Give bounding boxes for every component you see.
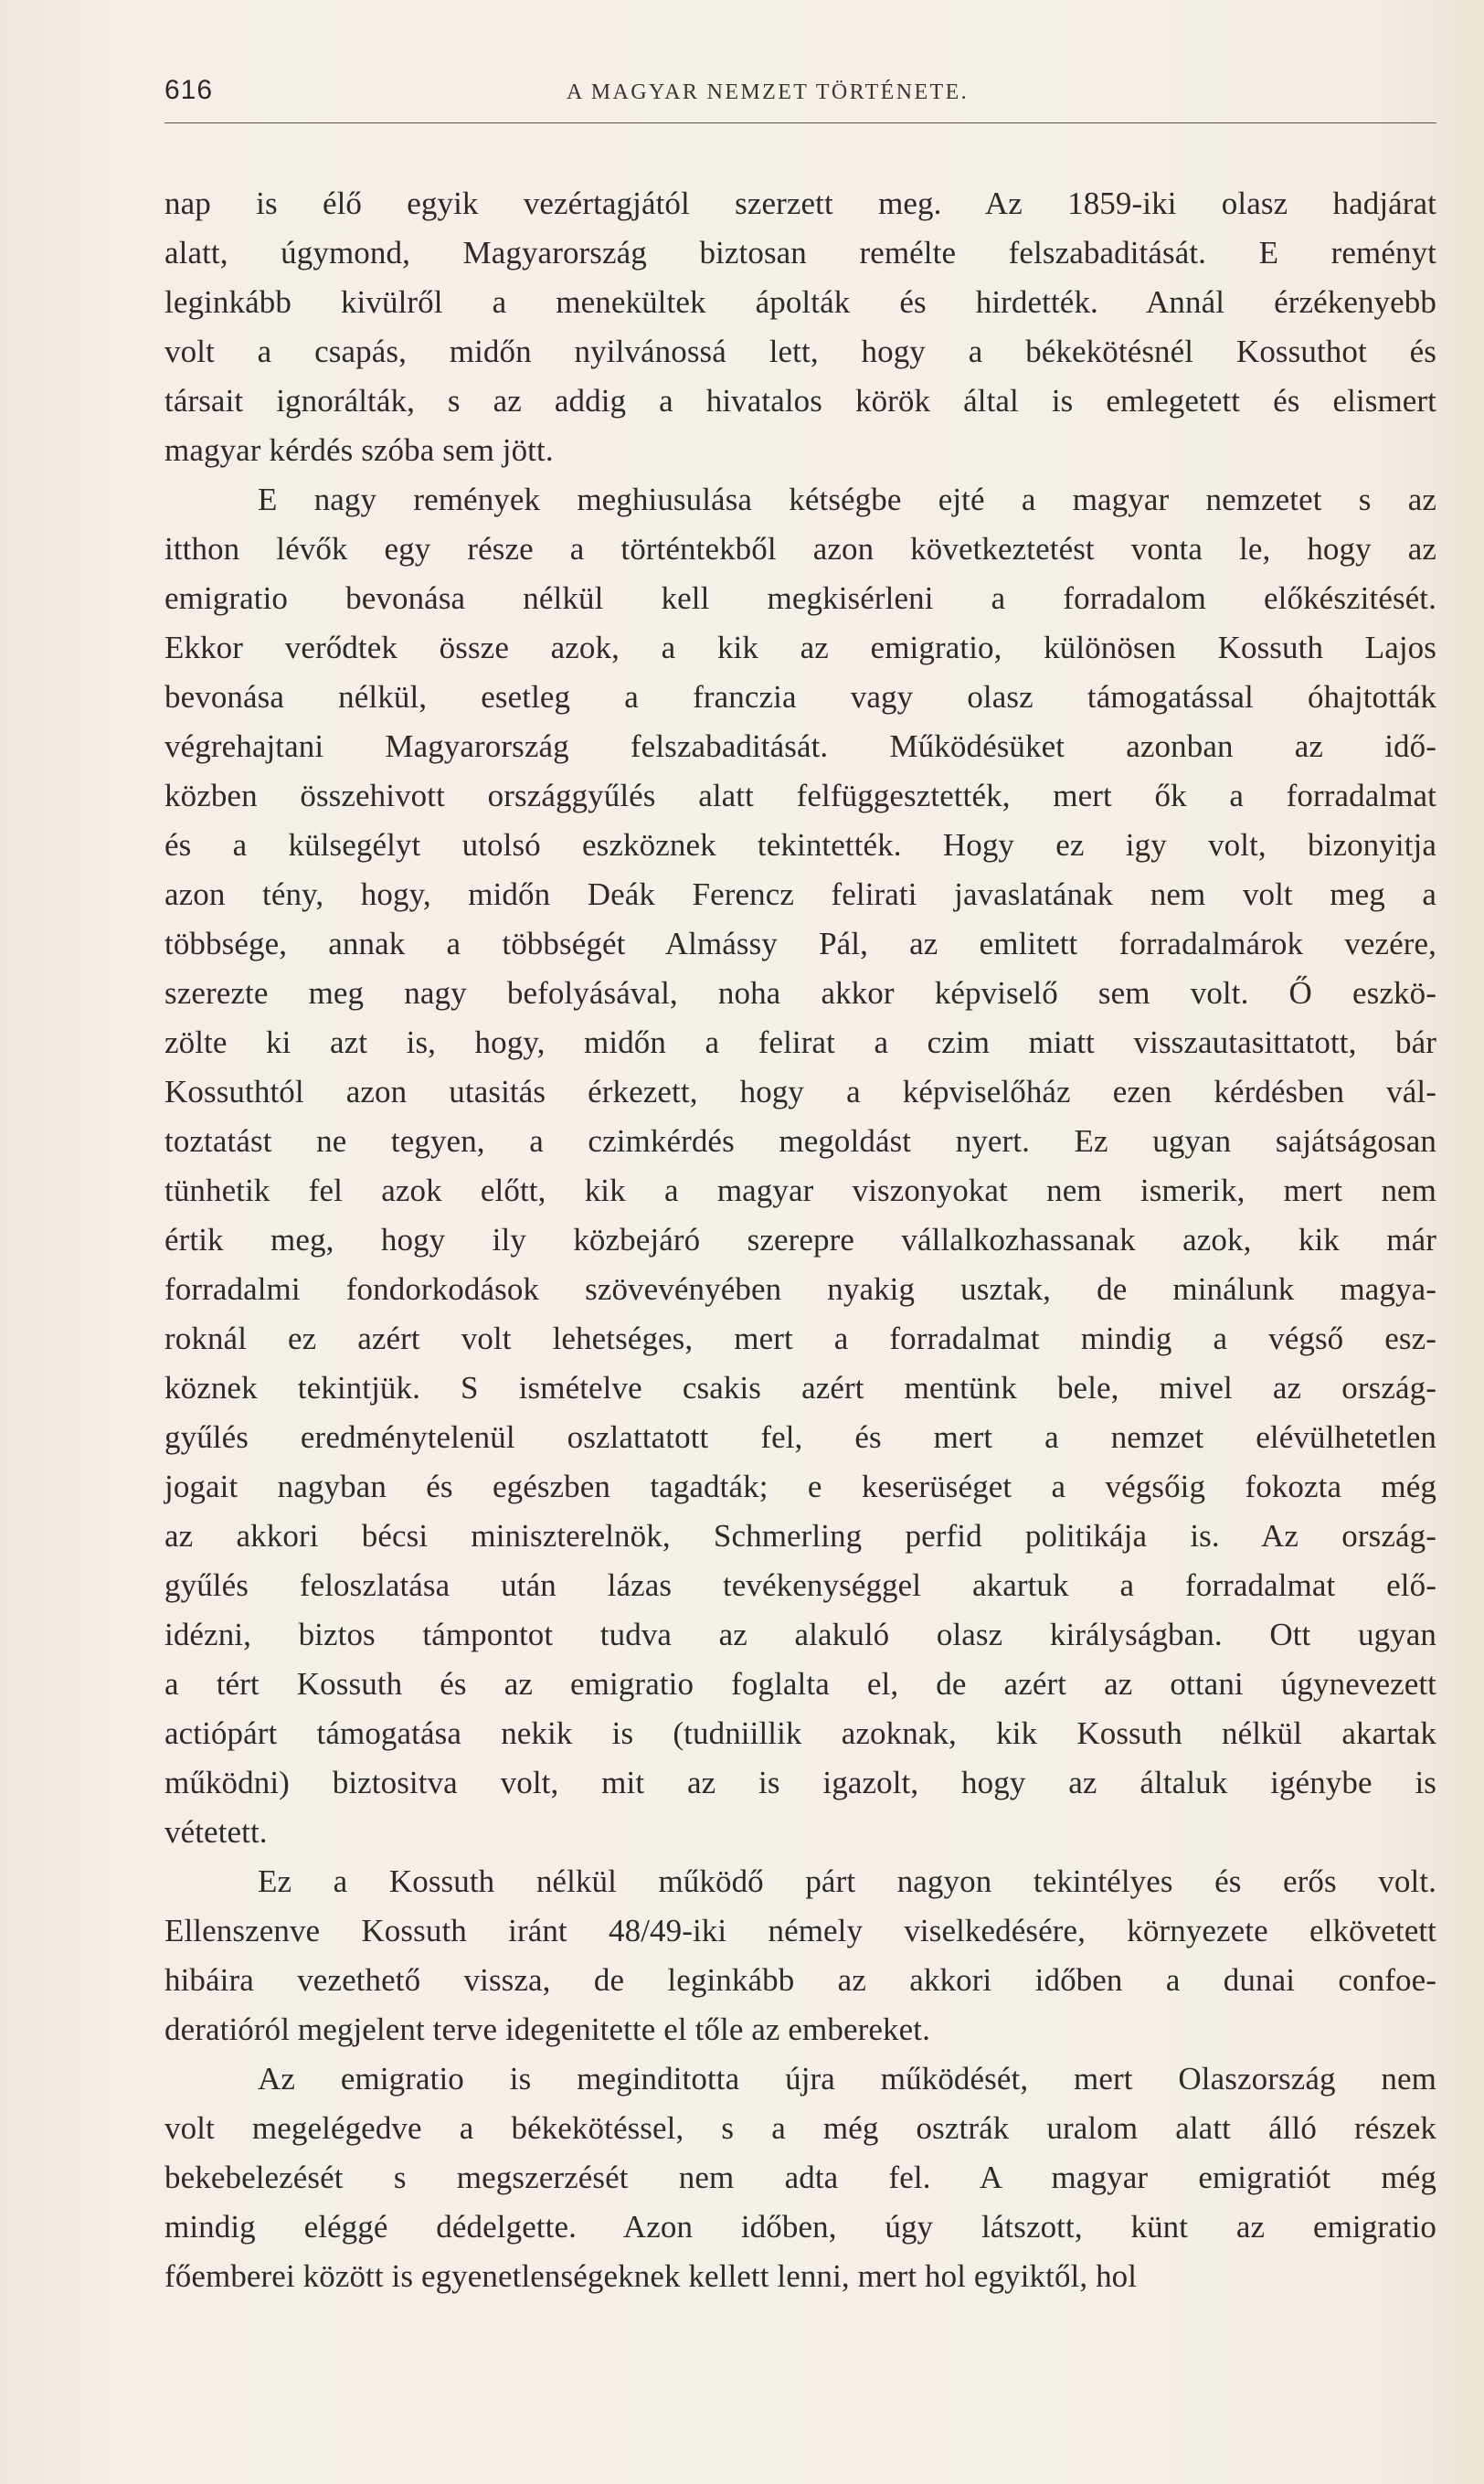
text-line: társait ignorálták, s az addig a hivatalos körök által is emlegetett és elismert	[164, 383, 1436, 419]
text-line: volt megelégedve a békekötéssel, s a még osztrák uralom alatt álló részek	[164, 2110, 1436, 2146]
text-line: Ez a Kossuth nélkül működő párt nagyon tekintélyes és erős volt.	[258, 1863, 1436, 1899]
text-line: szerezte meg nagy befolyásával, noha akkor képviselő sem volt. Ő eszkö-	[164, 975, 1436, 1011]
text-line: azon tény, hogy, midőn Deák Ferencz felirati javaslatának nem volt meg a	[164, 876, 1436, 912]
text-line: és a külsegélyt utolsó eszköznek tekintették. Hogy ez igy volt, bizonyitja	[164, 827, 1436, 863]
text-line: roknál ez azért volt lehetséges, mert a forradalmat mindig a végső esz-	[164, 1321, 1436, 1356]
text-line: Kossuthtól azon utasitás érkezett, hogy a képviselőház ezen kérdésben vál-	[164, 1074, 1436, 1109]
text-line: alatt, úgymond, Magyarország biztosan remélte felszabaditását. E reményt	[164, 235, 1436, 271]
text-line: vétetett.	[164, 1814, 268, 1850]
running-head	[164, 75, 1436, 121]
text-line: leginkább kivülről a menekültek ápolták és hirdették. Annál érzékenyebb	[164, 284, 1436, 320]
text-line: főemberei között is egyenetlenségeknek kellett lenni, mert hol egyiktől, hol	[164, 2258, 1138, 2294]
paragraph	[164, 179, 1436, 475]
text-line: toztatást ne tegyen, a czimkérdés megoldást nyert. Ez ugyan sajátságosan	[164, 1123, 1436, 1159]
text-line: hibáira vezethető vissza, de leginkább az akkori időben a dunai confoe-	[164, 1962, 1436, 1998]
text-line: forradalmi fondorkodások szövevényében nyakig usztak, de minálunk magya-	[164, 1271, 1436, 1307]
paragraph	[164, 475, 1436, 1857]
text-line: gyűlés feloszlatása után lázas tevékenységgel akartuk a forradalmat elő-	[164, 1567, 1436, 1603]
body-text	[164, 179, 1436, 2301]
text-line: bekebelezését s megszerzését nem adta fel. A magyar emigratiót még	[164, 2160, 1436, 2195]
running-title: A MAGYAR NEMZET TÖRTÉNETE.	[567, 80, 970, 104]
text-line: zölte ki azt is, hogy, midőn a felirat a czim miatt visszautasittatott, bár	[164, 1024, 1436, 1060]
paragraph	[164, 1857, 1436, 2054]
text-line: a tért Kossuth és az emigratio foglalta el, de azért az ottani úgynevezett	[164, 1666, 1436, 1702]
text-line: emigratio bevonása nélkül kell megkisérleni a forradalom előkészitését.	[164, 580, 1436, 616]
text-line: nap is élő egyik vezértagjától szerzett meg. Az 1859-iki olasz hadjárat	[164, 186, 1436, 221]
text-line: jogait nagyban és egészben tagadták; e keserüséget a végsőig fokozta még	[164, 1469, 1436, 1504]
text-line: többsége, annak a többségét Almássy Pál, az emlitett forradalmárok vezére,	[164, 926, 1436, 961]
text-line: köznek tekintjük. S ismételve csakis azért mentünk bele, mivel az ország-	[164, 1370, 1436, 1406]
text-line: idézni, biztos támpontot tudva az alakuló olasz királyságban. Ott ugyan	[164, 1617, 1436, 1652]
text-line: végrehajtani Magyarország felszabaditását. Működésüket azonban az idő-	[164, 728, 1436, 764]
text-line: deratióról megjelent terve idegenitette el tőle az embereket.	[164, 2012, 930, 2047]
text-line: gyűlés eredménytelenül oszlattatott fel, és mert a nemzet elévülhetetlen	[164, 1419, 1436, 1455]
text-line: működni) biztositva volt, mit az is igazolt, hogy az általuk igénybe is	[164, 1765, 1436, 1800]
text-line: az akkori bécsi miniszterelnök, Schmerling perfid politikája is. Az ország-	[164, 1518, 1436, 1554]
text-line: volt a csapás, midőn nyilvánossá lett, hogy a békekötésnél Kossuthot és	[164, 334, 1436, 369]
paragraph	[164, 2054, 1436, 2301]
text-line: tünhetik fel azok előtt, kik a magyar viszonyokat nem ismerik, mert nem	[164, 1173, 1436, 1208]
text-line: közben összehivott országgyűlés alatt felfüggesztették, mert ők a forradalmat	[164, 778, 1436, 813]
text-line: actiópárt támogatása nekik is (tudniillik azoknak, kik Kossuth nélkül akartak	[164, 1715, 1436, 1751]
text-line: itthon lévők egy része a történtekből azon következtetést vonta le, hogy az	[164, 531, 1436, 567]
text-line: értik meg, hogy ily közbejáró szerepre vállalkozhassanak azok, kik már	[164, 1222, 1436, 1258]
text-line: E nagy remények meghiusulása kétségbe ejté a magyar nemzetet s az	[258, 482, 1436, 517]
header-rule	[164, 122, 1436, 123]
text-line: mindig eléggé dédelgette. Azon időben, úgy látszott, künt az emigratio	[164, 2209, 1436, 2245]
text-line: Az emigratio is meginditotta újra működését, mert Olaszország nem	[258, 2061, 1436, 2097]
text-line: magyar kérdés szóba sem jött.	[164, 432, 554, 468]
text-line: bevonása nélkül, esetleg a franczia vagy olasz támogatással óhajtották	[164, 679, 1436, 715]
text-line: Ekkor verődtek össze azok, a kik az emigratio, különösen Kossuth Lajos	[164, 630, 1436, 665]
page-number: 616	[164, 75, 214, 105]
text-line: Ellenszenve Kossuth iránt 48/49-iki némely viselkedésére, környezete elkövetett	[164, 1913, 1436, 1948]
